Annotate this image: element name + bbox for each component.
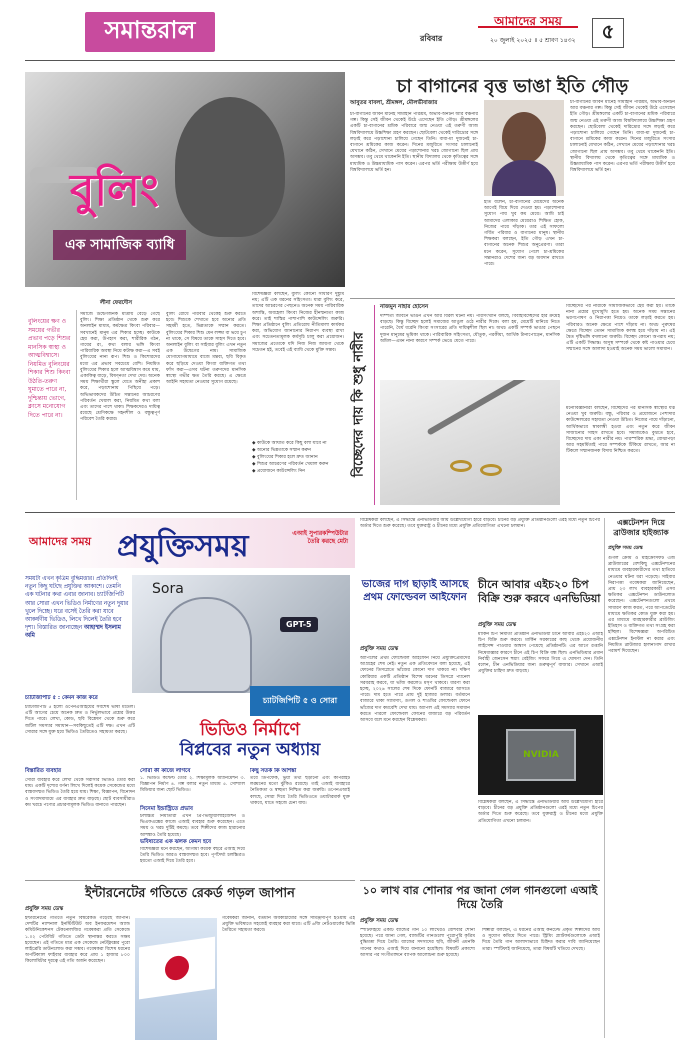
japan-byline: প্রযুক্তি সময় ডেস্ক: [25, 906, 64, 912]
divorce-byline: নাজমুন নাহার হোসেন: [380, 304, 429, 310]
bullying-subtitle: এক সামাজিক ব্যাধি: [53, 230, 186, 260]
whatsapp-body: গুগল ক্রোম ও মাইক্রোসফট এজ ব্রাউজারের বেশকিছু এক্সটেনশনের মাধ্যমে ব্যবহারকারীদের তথ্য হাতিয়ে নেওয়ার ঘটনা ধরা পড়েছে। সাইবার নিরাপত্তা গবেষকরা জানিয়েছেন, প্রায় ২৩ লাখ ব্যবহারকারী এসব ক্ষতিকর এক্সটেনশন ডাউনলোড করেছেন। এক্সটেনশনগুলো প্রথমে সাধারণ কাজ করত, পরে আপডেটের মাধ্যমে ক্ষতিকর কোড যুক্ত করা হয়। এর মাধ্যমে ব্যবহারকারীর ব্রাউজিং ইতিহাস ও ব্যক্তিগত তথ্য সংগ্রহ করা হচ্ছিল। বিশেষজ্ঞরা অপরিচিত এক্সটেনশন ইনস্টল না করার এবং নিয়মিত ব্রাউজার হালনাগাদ রাখার পরামর্শ দিয়েছেন।: [608, 556, 675, 655]
ring-icon: [450, 460, 472, 472]
bullying-col3: বিশেষজ্ঞরা বলছেন, বুলিং কোনো সাধারণ দুষ্টুমি নয়; এটি এক ধরনের সহিংসতা। যারা বুলিং করে, তাদের আচরণের পেছনেও অনেক সময় পারিবারিক অশান্তি, অবহেলা কিংবা নিজের হীনম্মন্যতা কাজ করে। তাই শাস্তির পাশাপাশি কাউন্সেলিং জরুরি। শিক্ষা প্রতিষ্ঠানে বুলিং প্রতিরোধ নীতিমালা কার্যকর করা, অভিযোগ জানানোর নিরাপদ ব্যবস্থা রাখা এবং সচেতনতামূলক কর্মসূচি চালু করা প্রয়োজন। সমাজের প্রত্যেকে যদি নিজ নিজ জায়গা থেকে সচেতন হই, তবেই এই ব্যাধি থেকে মুক্তি সম্ভব।: [252, 292, 344, 353]
tech-mid-col2: [250, 768, 350, 873]
stain-body: অ্যাপলের প্রথম ফোল্ডেবল আইফোন নিয়ে প্রযুক্তিপ্রেমীদের আগ্রহের শেষ নেই। নতুন এক প্রতিবেদনে বলা হয়েছে, এই ফোনের ডিসপ্লেতে ভাঁজের কোনো দাগ থাকবে না। দক্ষিণ কোরিয়ার একটি প্রতিষ্ঠান বিশেষ ধরনের ডিসপ্লে প্যানেল সরবরাহ করবে, যা ভাঁজ করলেও মসৃণ থাকবে। ধারণা করা হচ্ছে, ২০২৬ সালের শেষ দিকে ফোনটি বাজারে আসতে পারে। দাম হতে পারে প্রায় দুই হাজার ডলার। বর্তমানে বাজারে থাকা স্যামসাং, গুগল ও শাওমির ফোল্ডেবল ফোনে ভাঁজের দাগ কমবেশি দেখা যায়। অ্যাপল এই সমস্যার সমাধান করতে পারলে ফোল্ডেবল ফোনের বাজারে বড় পরিবর্তন আসবে বলে মনে করছেন বিশ্লেষকরা।: [360, 656, 470, 724]
nvidia-title: চীনে আবার এইচ২০ চিপ বিক্রি শুরু করবে এনভিডিয়া: [478, 578, 601, 605]
sora-label: Sora: [152, 581, 184, 597]
divorce-col1: দাম্পত্য জীবনে ভাঙন এখন আর বিরল ঘটনা নয়। পরিসংখ্যান বলছে, বিবাহবিচ্ছেদের হার ক্রমেই বাড়ছে। কিন্তু বিচ্ছেদ হলেই সমাজের আঙুল ওঠে নারীর দিকে। বলা হয়, মেয়েটি মানিয়ে নিতে পারেনি, ধৈর্য ধরেনি কিংবা সংসারের প্রতি দায়িত্বশীল ছিল না। অথচ একটি সম্পর্ক ভাঙার পেছনে দুজন মানুষের ভূমিকা থাকে। পারিবারিক সহিংসতা, যৌতুক, পরকীয়া, আর্থিক টানাপোড়েন, মানসিক অমিল—এমন নানা কারণে সম্পর্ক ভেঙে যেতে পারে।: [380, 314, 560, 344]
robot-icon: [160, 597, 252, 693]
sub2-body: সোরা ব্যবহার করে লেখা থেকে সরাসরি ভিডিও তৈরি করা যায়। একটি দৃশ্যের বর্ণনা লিখে দিলেই কয়েক সেকেন্ডের মধ্যে বাস্তবসম্মত ভিডিও তৈরি হয়ে যায়। শিক্ষা, বিজ্ঞাপন, বিনোদন ও সংবাদমাধ্যমে এর ব্যবহার দ্রুত বাড়ছে। ছোট ব্যবসায়ীরাও কম খরচে পণ্যের প্রচারণামূলক ভিডিও বানাতে পারছেন।: [25, 778, 135, 808]
pen-icon: [427, 380, 534, 436]
stain-byline: প্রযুক্তি সময় ডেস্ক: [360, 646, 399, 652]
divorce-col3: মনোবিজ্ঞানীরা বলছেন, বিচ্ছেদের পর মানসিক স্বাস্থ্যের যত্ন নেওয়া খুব জরুরি। বন্ধু, পরিবার ও প্রয়োজনে পেশাদার কাউন্সেলরের সহায়তা নেওয়া উচিত। নিজের পায়ে দাঁড়ানো, আর্থিকভাবে স্বাবলম্বী হওয়া এবং নতুন করে জীবন সাজানোর সাহস রাখতে হবে। সমাজকেও বুঝতে হবে, বিচ্ছেদের দায় একা নারীর নয়। পারস্পরিক শ্রদ্ধা, বোঝাপড়া আর সহমর্মিতাই পারে সম্পর্ককে টিকিয়ে রাখতে, আর না টিকলে সম্মানজনক বিদায় নিশ্চিত করতে।: [566, 406, 675, 455]
million-title: ১০ লাখ বার শোনার পর জানা গেল গানগুলো এআই দিয়ে তৈরি: [362, 884, 598, 911]
tech-left-col: [25, 695, 135, 875]
page-number: ৫: [592, 18, 624, 48]
video-headline: ভিডিও নির্মাণে বিপ্লবের নতুন অধ্যায়: [179, 720, 321, 760]
tea-garden-body: চা-বাগানের জীবন মানেই সীমাহীন পরিশ্রম, অভাব-অনটন আর বঞ্চনার গল্প। কিন্তু সেই জীবন থেকেই উঠে এসেছেন ইতি গৌড়। শ্রীমঙ্গলের একটি চা-বাগানের শ্রমিক পরিবারে জন্ম নেওয়া এই তরুণী আজ বিশ্ববিদ্যালয়ে উচ্চশিক্ষা গ্রহণ করছেন। ছোটবেলা থেকেই দারিদ্র্যের সঙ্গে লড়াই করে পড়াশোনা চালিয়ে গেছেন তিনি। বাবা-মা দুজনেই চা-বাগানে শ্রমিকের কাজ করেন। দিনের মজুরিতে সংসার চালানোই যেখানে কঠিন, সেখানে মেয়ের পড়াশোনার খরচ জোগানো ছিল প্রায় অসম্ভব। তবু থেমে থাকেননি ইতি। স্থানীয় বিদ্যালয় থেকে কৃতিত্বের সঙ্গে মাধ্যমিক ও উচ্চমাধ্যমিক পাস করেন। এরপর ভর্তি পরীক্ষায় উত্তীর্ণ হয়ে বিশ্ববিদ্যালয়ে ভর্তি হন।: [350, 112, 478, 173]
list-item: ◆ শিশুর আচরণের পরিবর্তন খেয়াল করুন: [252, 462, 329, 467]
tech-promo-body: বিশ্লেষকরা বলছেন, এ সিদ্ধান্তে এনভিডিয়ার আয় উল্লেখযোগ্য হারে বাড়বে। চীনের বড় প্রযুক্তি প্রতিষ্ঠানগুলো এরই মধ্যে নতুন চিপের অর্ডার দিতে শুরু করেছে। তবে যুক্তরাষ্ট্র ও চীনের মধ্যে প্রযুক্তি প্রতিযোগিতা এখনো চলমান।: [360, 518, 600, 530]
nvidia-chip-image: [478, 715, 603, 795]
tech-promo: এআই সুপারকম্পিউটার তৈরি করছে মেটা: [292, 530, 348, 545]
newspaper-logo: আমাদের সময়: [478, 10, 578, 28]
crying-girl-icon: [175, 97, 285, 237]
sub3-body: ১. ভিডিও কন্টেন্ট তৈরি ২. শিক্ষামূলক অ্যানিমেশন ৩. বিজ্ঞাপন নির্মাণ ৪. গল্প বলার নতুন মাধ্যম ৫. সোশ্যাল মিডিয়ার জন্য ছোট ভিডিও।: [140, 776, 245, 794]
list-item: ◆ বুলিংয়ের শিকার হলে দ্রুত জানান: [252, 455, 318, 460]
section-header: [85, 12, 215, 52]
header-date: ২০ জুলাই ২০২৫ ॥ ৫ শ্রাবণ ১৪৩২: [490, 37, 576, 44]
gpt-label: GPT-5: [280, 617, 318, 632]
list-item: ◆ প্রয়োজনে কাউন্সেলিং নিন: [252, 469, 306, 474]
tea-garden-byline: আবুতর বাবলা, শ্রীমঙ্গল, মৌলভীবাজার: [350, 100, 438, 106]
bullying-photo: [25, 72, 345, 287]
sub6-heading: কিছু সতর্ক কি আশঙ্কা: [250, 768, 297, 774]
japan-flag-image: [135, 918, 217, 1040]
japan-title: ইন্টারনেটের গতিতে রেকর্ড গড়ল জাপান: [85, 886, 295, 901]
bullying-col1: সমাজে উদ্বেগজনক মাত্রায় বেড়ে গেছে বুলিং। শিক্ষা প্রতিষ্ঠান থেকে শুরু করে অনলাইন মাধ্যম, কর্মক্ষেত্র কিংবা পরিবার—সবখানেই মানুষ এর শিকার হচ্ছে। কাউকে হেয় করা, উপহাস করা, শারীরিক গঠন, গায়ের রং, কথা বলার ভঙ্গি কিংবা পারিবারিক অবস্থা নিয়ে কটাক্ষ করা—এ সবই বুলিংয়ের নানা রূপ। শিশু ও কিশোরদের মধ্যে এর প্রভাব সবচেয়ে বেশি। নিয়মিত বুলিংয়ের শিকার হলে আত্মবিশ্বাস কমে যায়, একাকিত্ব বাড়ে, বিষণ্নতা দেখা দেয়। অনেক সময় শিক্ষার্থীরা স্কুলে যেতে অনীহা প্রকাশ করে, পড়াশোনায় পিছিয়ে পড়ে। অভিভাবকদের উচিত সন্তানের আচরণের পরিবর্তন খেয়াল করা, নিয়মিত কথা বলা এবং তাদের পাশে থাকা। শিক্ষকদেরও দায়িত্ব রয়েছে শ্রেণিকক্ষে সহনশীল ও বন্ধুত্বপূর্ণ পরিবেশ তৈরি করার।: [80, 312, 160, 423]
sub2-heading: বিস্তারিত ব্যবহার: [25, 768, 62, 774]
divorce-col2: বিচ্ছেদের পর নারীকে সামাজিকভাবে হেয় করা হয়। তাকে নানা প্রশ্নের মুখোমুখি হতে হয়। অনেক সময় সন্তানের ভরণপোষণ ও নিরাপত্তা নিয়েও তাকে লড়াই করতে হয়। পরিবারও অনেক ক্ষেত্রে পাশে দাঁড়ায় না। অথচ পুরুষের ক্ষেত্রে বিচ্ছেদ তেমন সামাজিক কলঙ্ক হয়ে দাঁড়ায় না। এই দ্বৈত দৃষ্টিভঙ্গি বদলানো জরুরি। বিচ্ছেদ কোনো অপরাধ নয়; এটি একটি সিদ্ধান্ত। অসুস্থ সম্পর্কে থেকে কষ্ট পাওয়ার চেয়ে সম্মানের সঙ্গে আলাদা হওয়াই অনেক সময় ভালো সমাধান।: [566, 304, 675, 353]
sub4-body: চলচ্চিত্র নির্মাতারা এখন প্রি-ভিজ্যুয়ালাইজেশন ও ভিএফএক্সের কাজে এআই ব্যবহার শুরু করেছেন। এতে সময় ও খরচ দুটিই কমছে। তবে শিল্পীদের কাজ হারানোর আশঙ্কাও তৈরি হয়েছে।: [140, 814, 245, 838]
nvidia-body2: বিশ্লেষকরা বলছেন, এ সিদ্ধান্তে এনভিডিয়ার আয় উল্লেখযোগ্য হারে বাড়বে। চীনের বড় প্রযুক্তি প্রতিষ্ঠানগুলো এরই মধ্যে নতুন চিপের অর্ডার দিতে শুরু করেছে। তবে যুক্তরাষ্ট্র ও চীনের মধ্যে প্রযুক্তি প্রতিযোগিতা এখনো চলমান।: [478, 800, 603, 824]
tech-intro: সময়টা এখন কৃত্রিম বুদ্ধিমত্তার। প্রতিদিনই নতুন কিছু ঘটছে প্রযুক্তির আকাশে। তেমনি এক ঘটনার কথা এবার জানাব। চ্যাটজিপিটি আর সোরা এখন ভিডিও নির্মাণের নতুন দুয়ার খুলে দিচ্ছে। ঘরে বসেই তৈরি করা যাবে আকর্ষণীয় ভিডিও, লিখে দিলেই তৈরি হবে দৃশ্য। বিস্তারিত জানাচ্ছেন আহাম্মদ ইসলাম অমি: [25, 576, 129, 640]
tech-banner-logo: আমাদের সময়: [29, 535, 92, 548]
japan-body: ইন্টারনেটের গতিতে নতুন বিশ্বরেকর্ড গড়েছে জাপান। দেশটির ন্যাশনাল ইনস্টিটিউট অব ইনফরমেশন অ্যান্ড কমিউনিকেশনস টেকনোলজির গবেষকরা প্রতি সেকেন্ডে ১.০২ পেটাবিট গতিতে ডেটা স্থানান্তর করতে সক্ষম হয়েছেন। এই গতিতে মাত্র এক সেকেন্ডে নেটফ্লিক্সের পুরো লাইব্রেরি ডাউনলোড করা সম্ভব। গবেষকরা বিশেষ ধরনের অপটিক্যাল ফাইবার ব্যবহার করে প্রায় ১ হাজার ৮০০ কিলোমিটার দূরত্বে এই গতি অর্জন করেছেন।: [25, 916, 130, 965]
side-quote: বুলিংয়ের ক্ষণ ও সময়ের গভীর প্রভাব পড়ে শিশুর মানসিক স্বাস্থ্য ও আত্মবিশ্বাসে। নিয়মিত বুলিংয়ের শিকার শিশু কিংবা উঠতি-তরুণ ঘুমাতে পারে না, দুশ্চিন্তায় ভোগে, ক্লাসে মনোযোগ দিতে পারে না।: [28, 318, 71, 419]
list-item: ◆ কাউকে আঘাত করে কিছু বলা যাবে না: [252, 441, 327, 446]
sub3-heading: সোরা কী কাজে লাগবে: [140, 768, 191, 774]
nvidia-byline: প্রযুক্তি সময় ডেস্ক: [478, 622, 517, 628]
tech-banner-title: প্রযুক্তিসময়: [117, 529, 249, 564]
japan-body2: গবেষকরা জানান, বর্তমান অবকাঠামোর সঙ্গে সামঞ্জস্যপূর্ণ হওয়ায় এই প্রযুক্তি ভবিষ্যতে সহজেই ব্যবহার করা যাবে। এটি ৬জি নেটওয়ার্কের ভিত্তি তৈরিতে সহায়তা করবে।: [222, 916, 355, 934]
japan-flag-icon: [139, 937, 215, 1000]
sub1-heading: চ্যাটজিপিটি ৫ : কেমন কাজ করে: [25, 695, 98, 701]
divorce-vertical-title: বিচ্ছেদের দায় কি শুধু নারীর: [351, 332, 367, 478]
chip-icon: NVIDIA: [506, 729, 576, 781]
list-item: ◆ অন্যের ভিন্নতাকে সম্মান করুন: [252, 448, 312, 453]
section-title: সমান্তরাল: [104, 15, 196, 44]
header-day: রবিবার: [420, 34, 443, 43]
stain-title: ভাজের দাগ ছাড়াই আসছে প্রথম ফোল্ডেবল আইফোন: [361, 579, 469, 603]
chatgpt-sora-caption: চ্যাটজিপিটি ৫ ও সোরা: [250, 686, 350, 716]
million-body: স্পটিফাইয়ে একটি ব্যান্ডের গান ১০ লাখেরও বেশিবার শোনা হয়েছে। পরে জানা গেল, ব্যান্ডটির গানগুলো পুরোপুরি কৃত্রিম বুদ্ধিমত্তা দিয়ে তৈরি। ব্যান্ডের সদস্যদের ছবি, জীবনী এমনকি গানের কথাও এআই দিয়ে বানানো হয়েছিল। বিষয়টি প্রকাশ্যে আসার পর সংগীতাঙ্গনে ব্যাপক আলোচনা শুরু হয়েছে।: [360, 928, 475, 958]
iti-gour-photo: [484, 100, 564, 196]
person-icon: [502, 112, 546, 164]
bullying-col2: বুলিং রোধে পরিবার থেকেই শুরু করতে হবে। শিশুকে শেখাতে হবে অন্যের প্রতি সহমর্মী হতে, ভিন্নতাকে সম্মান করতে। বুলিংয়ের শিকার শিশু যেন লজ্জা বা ভয়ে চুপ না থাকে, সে বিষয়ে তাকে সাহস দিতে হবে। অনলাইন বুলিং বা সাইবার বুলিং এখন নতুন এক উদ্বেগের নাম। সামাজিক যোগাযোগমাধ্যমে বাজে মন্তব্য, ছবি বিকৃত করে ছড়িয়ে দেওয়া কিংবা ব্যক্তিগত তথ্য ফাঁস করা—এসব ঘটনা তরুণদের মানসিক স্বাস্থ্যে গভীর ক্ষত তৈরি করছে। এ ক্ষেত্রে আইনি সহায়তা নেওয়ার সুযোগ রয়েছে।: [166, 312, 246, 386]
million-byline: প্রযুক্তি সময় ডেস্ক: [360, 918, 399, 924]
sub4-heading: সিনেমা ইন্ডাস্ট্রিতে প্রভাব: [140, 806, 193, 812]
sub5-body: বিশেষজ্ঞরা মনে করছেন, আগামী কয়েক বছরে এআই দিয়ে তৈরি ভিডিও আরও বাস্তবসম্মত হবে। পূর্ণদৈর্ঘ্য চলচ্চিত্রও হয়তো এআই দিয়ে তৈরি হবে।: [140, 847, 245, 865]
million-body2: শিল্পীরা বলছেন, এ ধরনের এআই কনটেন্ট প্রকৃত শিল্পীদের আয় ও সুযোগ কমিয়ে দিতে পারে। স্ট্রিমিং প্ল্যাটফর্মগুলোকে এআই দিয়ে তৈরি গান আলাদাভাবে চিহ্নিত করার দাবি জানিয়েছেন তারা। স্পটিফাই জানিয়েছে, তারা বিষয়টি খতিয়ে দেখছে।: [482, 928, 600, 952]
sub6-body: তবে ডিপফেক, ভুয়া তথ্য ছড়ানো এবং কপিরাইট লঙ্ঘনের মতো ঝুঁকিও রয়েছে। তাই এআই ব্যবহারে নৈতিকতা ও স্বচ্ছতা নিশ্চিত করা জরুরি। ওপেনএআই বলছে, সোরা দিয়ে তৈরি ভিডিওতে ওয়াটারমার্ক যুক্ত থাকবে, যাতে সহজে চেনা যায়।: [250, 776, 350, 806]
sub5-heading: ভবিষ্যতের এক ঝলক কেমন হবে: [140, 839, 212, 845]
bullying-title: বুলিং: [70, 165, 159, 216]
divorce-photo: [380, 380, 560, 505]
bullying-byline: লীনা ফেরদৌস: [100, 300, 133, 306]
intro-author: আহাম্মদ ইসলাম অমি: [25, 625, 121, 640]
tea-garden-body2: ইতি বলেন, চা-বাগানের মেয়েদের অনেক আগেই বিয়ে দিয়ে দেওয়া হয়। পড়াশোনার সুযোগ পায় খুব কম মেয়ে। আমি চাই আমাদের এলাকার মেয়েরাও শিক্ষিত হোক, নিজের পায়ে দাঁড়াক। তার এই সাফল্যে গর্বিত পরিবার ও বাগানের মানুষ। স্থানীয় শিক্ষকরা বলছেন, ইতি গৌড় এখন চা-বাগানের অনেক শিশুর অনুপ্রেরণা। তারা মনে করেন, সুযোগ পেলে চা-শ্রমিকের সন্তানরাও দেশের জন্য বড় অবদান রাখতে পারে।: [484, 200, 564, 268]
nvidia-body: মার্কিন চিপ নির্মাতা প্রতিষ্ঠান এনভিডিয়া চীনে আবার এইচ২০ এআই চিপ বিক্রি শুরু করবে। মার্কিন সরকারের কাছ থেকে প্রয়োজনীয় লাইসেন্স পাওয়ার আশ্বাস পেয়েছে প্রতিষ্ঠানটি। এর আগে রপ্তানি নিষেধাজ্ঞার কারণে চীনে এই চিপ বিক্রি বন্ধ ছিল। এনভিডিয়ার প্রধান নির্বাহী জেনসেন হুয়াং বেইজিং সফরে গিয়ে এ ঘোষণা দেন। তিনি বলেন, চীন এনভিডিয়ার জন্য গুরুত্বপূর্ণ বাজার। সেখানে এআই প্রযুক্তির চাহিদা দ্রুত বাড়ছে।: [478, 632, 603, 675]
whatsapp-byline: প্রযুক্তি সময় ডেস্ক: [608, 545, 643, 551]
sub1-body: চ্যাটজিপিটি ৫ হলো ওপেনএআইয়ের সর্বশেষ ভাষা মডেল। এটি আগের চেয়ে অনেক দ্রুত ও নির্ভুলভাবে প্রশ্নের উত্তর দিতে পারে। লেখা, কোড, ছবি বিশ্লেষণ থেকে শুরু করে জটিল সমস্যার সমাধান—সবকিছুতেই এটি দক্ষ। এখন এটি সোরার সঙ্গে যুক্ত হয়ে ভিডিও তৈরিতেও সহায়তা করছে।: [25, 705, 135, 735]
sora-image: [132, 575, 350, 693]
tech-mid-col: [140, 768, 245, 873]
ring-icon: [480, 464, 502, 476]
whatsapp-title: এক্সটেনশন দিয়ে ব্রাউজার হাইজ্যাক: [613, 518, 669, 537]
bullying-tips: [252, 440, 344, 475]
tea-garden-title: চা বাগানের বৃত্ত ভাঙা ইতি গৌড়: [396, 76, 629, 97]
tea-garden-body3: চা-বাগানের জীবন মানেই সীমাহীন পরিশ্রম, অভাব-অনটন আর বঞ্চনার গল্প। কিন্তু সেই জীবন থেকেই উঠে এসেছেন ইতি গৌড়। শ্রীমঙ্গলের একটি চা-বাগানের শ্রমিক পরিবারে জন্ম নেওয়া এই তরুণী আজ বিশ্ববিদ্যালয়ে উচ্চশিক্ষা গ্রহণ করছেন। ছোটবেলা থেকেই দারিদ্র্যের সঙ্গে লড়াই করে পড়াশোনা চালিয়ে গেছেন তিনি। বাবা-মা দুজনেই চা-বাগানে শ্রমিকের কাজ করেন। দিনের মজুরিতে সংসার চালানোই যেখানে কঠিন, সেখানে মেয়ের পড়াশোনার খরচ জোগানো ছিল প্রায় অসম্ভব। তবু থেমে থাকেননি ইতি। স্থানীয় বিদ্যালয় থেকে কৃতিত্বের সঙ্গে মাধ্যমিক ও উচ্চমাধ্যমিক পাস করেন। এরপর ভর্তি পরীক্ষায় উত্তীর্ণ হয়ে বিশ্ববিদ্যালয়ে ভর্তি হন।: [570, 100, 675, 174]
